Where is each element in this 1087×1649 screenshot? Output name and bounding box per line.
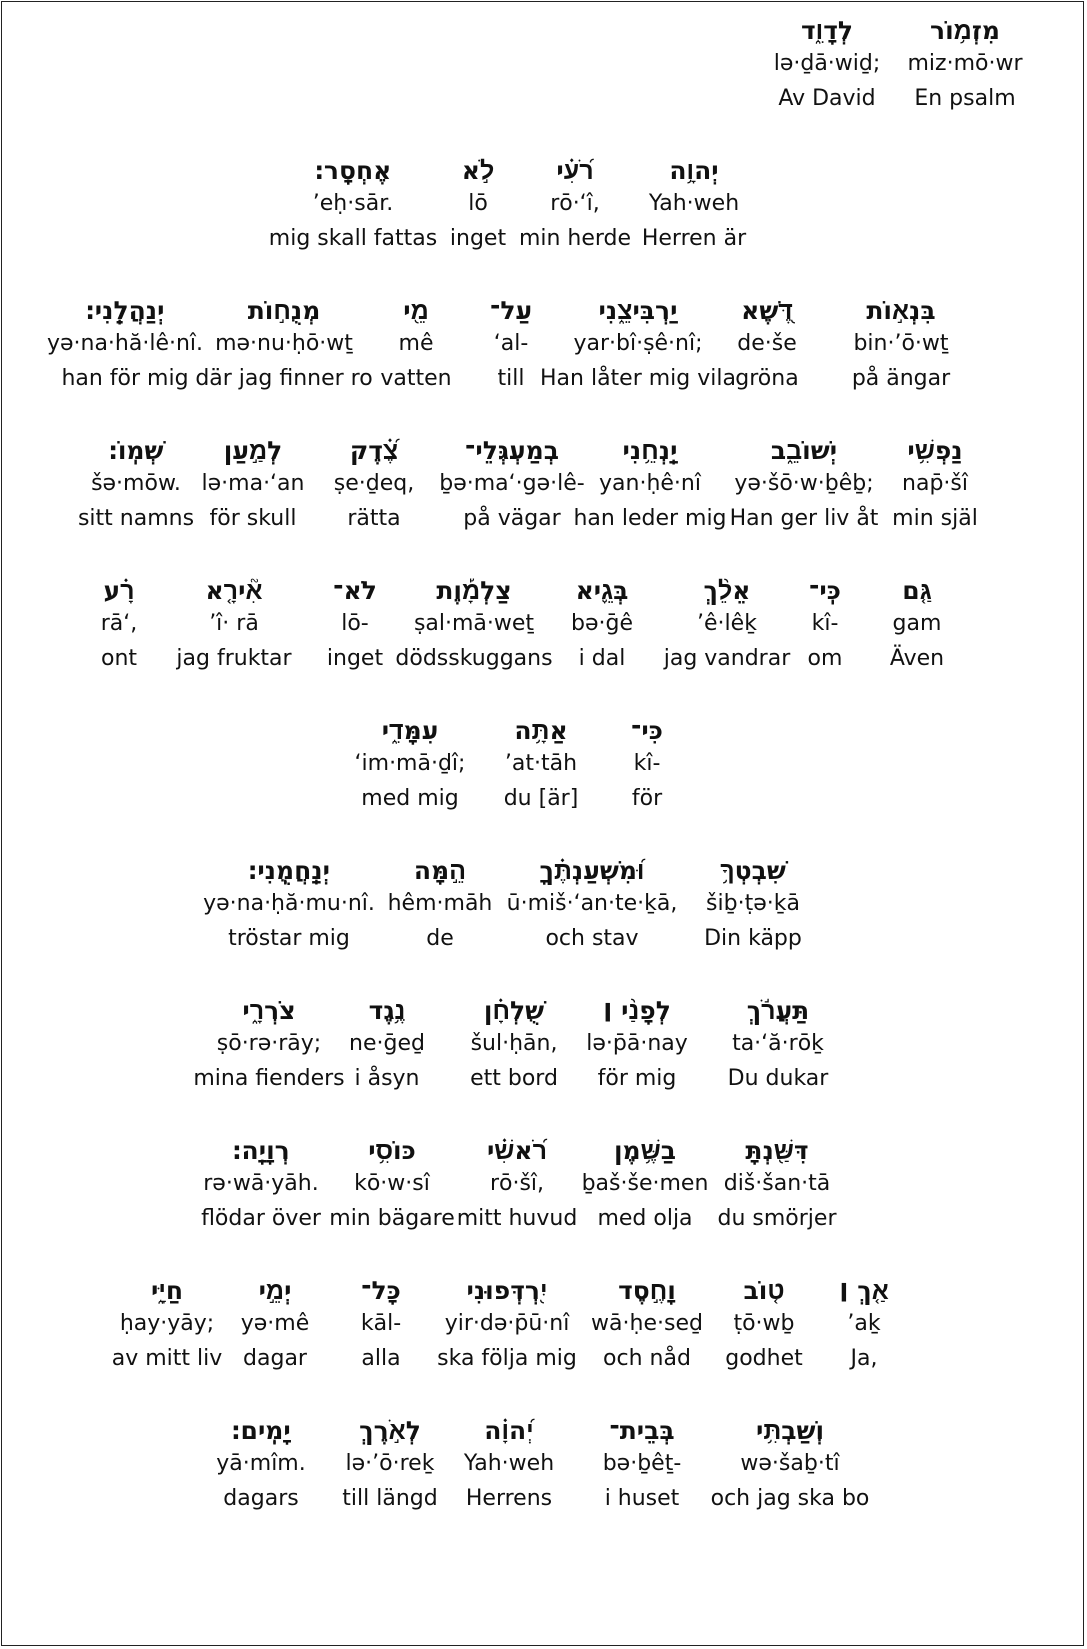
transliteration: kî-	[811, 611, 839, 636]
swedish-gloss: och nåd	[603, 1346, 691, 1371]
hebrew-word: מִזְמ֥וֹר	[930, 16, 1000, 45]
transliteration: bin·’ō·wṯ	[853, 331, 949, 356]
transliteration: šul·ḥān,	[470, 1031, 558, 1056]
swedish-gloss: flödar över	[201, 1206, 321, 1231]
swedish-gloss: de	[426, 926, 454, 951]
hebrew-word: הֵ֣מָּה	[413, 856, 467, 885]
swedish-gloss: på vägar	[463, 506, 561, 531]
hebrew-word: גַּ֤ם	[902, 576, 932, 605]
swedish-gloss: gröna	[735, 366, 799, 391]
hebrew-word: רָ֗ע	[103, 576, 135, 605]
interlinear-word	[57, 1276, 277, 1376]
hebrew-word: יִ֭רְדְּפוּנִי	[466, 1276, 548, 1305]
swedish-gloss: för mig	[597, 1066, 677, 1091]
swedish-gloss: där jag finner ro	[195, 366, 373, 391]
hebrew-word: מֵ֖י	[403, 296, 429, 325]
transliteration: bə·ḇêṯ-	[602, 1451, 682, 1476]
hebrew-word: אַתָּ֥ה	[514, 716, 568, 745]
swedish-gloss: tröstar mig	[228, 926, 350, 951]
swedish-gloss: dödsskuggans	[395, 646, 553, 671]
hebrew-word: לְמַ֣עַן	[223, 436, 283, 465]
hebrew-word: אַ֤ךְ ׀	[839, 1276, 889, 1305]
swedish-gloss: En psalm	[914, 86, 1016, 111]
transliteration: yir·də·p̄ū·nî	[444, 1311, 570, 1336]
transliteration: kō·w·sî	[354, 1171, 430, 1196]
swedish-gloss: min bägare	[329, 1206, 455, 1231]
transliteration: mə·nu·ḥō·wṯ	[215, 331, 353, 356]
transliteration: lə·’ō·reḵ	[345, 1451, 435, 1476]
swedish-gloss: du smörjer	[717, 1206, 837, 1231]
transliteration: hêm·māh	[387, 891, 493, 916]
swedish-gloss: med olja	[597, 1206, 693, 1231]
hebrew-word: שִׁבְטְךָ֥	[720, 856, 786, 885]
swedish-gloss: i åsyn	[354, 1066, 420, 1091]
swedish-gloss: av mitt liv	[111, 1346, 223, 1371]
hebrew-word: יְנַהֲלֵֽנִי׃	[85, 296, 165, 325]
transliteration: ’î· rā	[209, 611, 259, 636]
transliteration: ’ê·lêḵ	[697, 611, 757, 636]
hebrew-word: לְאֹ֣רֶךְ	[359, 1416, 421, 1445]
hebrew-word: עִמָּדִ֑י	[381, 716, 439, 745]
transliteration: ’at·tāh	[504, 751, 578, 776]
swedish-gloss: jag vandrar	[663, 646, 791, 671]
hebrew-word: שְׁמֽוֹ׃	[108, 436, 164, 465]
swedish-gloss: och stav	[545, 926, 639, 951]
transliteration: kāl-	[360, 1311, 402, 1336]
swedish-gloss: Han ger liv åt	[729, 506, 879, 531]
swedish-gloss: han för mig	[61, 366, 189, 391]
swedish-gloss: på ängar	[851, 366, 951, 391]
swedish-gloss: Din käpp	[704, 926, 802, 951]
transliteration: ne·ḡeḏ	[349, 1031, 425, 1056]
transliteration: šə·mōw.	[91, 471, 181, 496]
interlinear-word	[151, 1136, 371, 1236]
hebrew-word: בִּנְא֣וֹת	[866, 296, 936, 325]
hebrew-word: אִ֘ירָ֤א	[205, 576, 263, 605]
hebrew-word: יְנַֽחֲמֻֽנִי׃	[248, 856, 330, 885]
hebrew-word: יְ֝הוָ֗ה	[484, 1416, 534, 1445]
swedish-gloss: Han låter mig vila	[540, 366, 736, 391]
swedish-gloss: mig skall fattas	[268, 226, 438, 251]
interlinear-word	[9, 576, 229, 676]
hebrew-word: רֹ֝עִ֗י	[556, 156, 594, 185]
transliteration: de·še	[737, 331, 797, 356]
transliteration: ṭō·wḇ	[733, 1311, 795, 1336]
swedish-gloss: i huset	[604, 1486, 680, 1511]
hebrew-word: צֹרְרָ֑י	[242, 996, 296, 1025]
hebrew-word: דֶּ֭שֶׁא	[741, 296, 793, 325]
swedish-gloss: rätta	[347, 506, 401, 531]
transliteration: wə·šaḇ·tî	[740, 1451, 840, 1476]
transliteration: ‘al-	[493, 331, 529, 356]
hebrew-word: צֶ֝֗דֶק	[349, 436, 399, 465]
hebrew-word: נַפְשִׁ֥י	[907, 436, 963, 465]
hebrew-word: כּוֹסִ֥י	[368, 1136, 416, 1165]
transliteration: Yah·weh	[648, 191, 740, 216]
swedish-gloss: Även	[889, 646, 945, 671]
hebrew-word: וְשַׁבְתִּ֥י	[755, 1416, 825, 1445]
interlinear-word	[151, 1416, 371, 1516]
hebrew-word: רְוָיָֽה׃	[232, 1136, 290, 1165]
transliteration: bə·ḡê	[571, 611, 633, 636]
transliteration: yə·mê	[240, 1311, 310, 1336]
swedish-gloss: jag fruktar	[176, 646, 292, 671]
hebrew-word: כִּֽי־	[809, 576, 841, 605]
swedish-gloss: ett bord	[470, 1066, 558, 1091]
hebrew-word: וּ֝מִשְׁעַנְתֶּ֗ךָ	[539, 856, 645, 885]
swedish-gloss: inget	[326, 646, 384, 671]
hebrew-word: צַלְמָ֡וֶת	[436, 576, 512, 605]
transliteration: ’eḥ·sār.	[312, 191, 394, 216]
transliteration: Yah·weh	[463, 1451, 555, 1476]
transliteration: ḥay·yāy;	[119, 1311, 215, 1336]
swedish-gloss: sitt namns	[77, 506, 195, 531]
swedish-gloss: vatten	[380, 366, 452, 391]
hebrew-word: יְהוָ֥ה	[669, 156, 719, 185]
transliteration: miz·mō·wr	[907, 51, 1023, 76]
hebrew-word: נֶ֥גֶד	[368, 996, 406, 1025]
swedish-gloss: inget	[449, 226, 507, 251]
transliteration: ḇaš·še·men	[581, 1171, 709, 1196]
hebrew-word: בְמַעְגְּלֵי־	[465, 436, 559, 465]
hebrew-word: תַּעֲרֹ֬ךְ	[746, 996, 810, 1025]
transliteration: rō·‘î,	[550, 191, 600, 216]
interlinear-word	[179, 856, 399, 956]
hebrew-word: ט֤וֹב	[743, 1276, 785, 1305]
hebrew-word: שֻׁלְחָ֗ן	[483, 996, 545, 1025]
interlinear-word	[300, 716, 520, 816]
transliteration: šiḇ·ṭə·ḵā	[706, 891, 800, 916]
transliteration: ṣal·mā·weṯ	[413, 611, 535, 636]
swedish-gloss: godhet	[725, 1346, 803, 1371]
swedish-gloss: och jag ska bo	[710, 1486, 870, 1511]
swedish-gloss: dagars	[223, 1486, 299, 1511]
transliteration: lə·ḏā·wiḏ;	[773, 51, 881, 76]
swedish-gloss: du [är]	[503, 786, 579, 811]
hebrew-word: בַשֶּׁ֥מֶן	[613, 1136, 677, 1165]
transliteration: lō	[468, 191, 488, 216]
swedish-gloss: alla	[361, 1346, 401, 1371]
transliteration: yə·šō·w·ḇêḇ;	[734, 471, 874, 496]
interlinear-word	[15, 296, 235, 396]
transliteration: lō-	[341, 611, 369, 636]
hebrew-word: בְּבֵית־	[609, 1416, 675, 1445]
transliteration: gam	[892, 611, 942, 636]
hebrew-word: עַל־	[489, 296, 533, 325]
transliteration: ḇə·ma‘·gə·lê-	[439, 471, 585, 496]
swedish-gloss: med mig	[361, 786, 459, 811]
hebrew-word: דִּשַּׁ֖נְתָּ	[745, 1136, 809, 1165]
transliteration: rə·wā·yāh.	[203, 1171, 319, 1196]
swedish-gloss: ska följa mig	[437, 1346, 577, 1371]
interlinear-word	[26, 436, 246, 536]
hebrew-word: כִּי־	[631, 716, 663, 745]
transliteration: nap̄·šî	[902, 471, 968, 496]
hebrew-word: יְמֵ֣י	[258, 1276, 292, 1305]
hebrew-word: לְפָנַ֨י ׀	[603, 996, 671, 1025]
hebrew-word: לְדָוִ֑ד	[800, 16, 854, 45]
swedish-gloss: mina fienders	[193, 1066, 345, 1091]
psalm-page	[1, 1, 1084, 1646]
swedish-gloss: dagar	[243, 1346, 307, 1371]
swedish-gloss: Du dukar	[727, 1066, 829, 1091]
transliteration: yan·ḥê·nî	[599, 471, 701, 496]
interlinear-word	[159, 996, 379, 1096]
transliteration: kî-	[633, 751, 661, 776]
transliteration: diš·šan·tā	[723, 1171, 831, 1196]
swedish-gloss: i dal	[578, 646, 626, 671]
hebrew-word: יַֽנְחֵ֥נִי	[622, 436, 678, 465]
hebrew-word: רֹ֝אשִׁ֗י	[486, 1136, 548, 1165]
hebrew-word: לֹ֣א	[461, 156, 495, 185]
hebrew-word: אֶחְסָֽר׃	[314, 156, 392, 185]
swedish-gloss: Av David	[778, 86, 876, 111]
swedish-gloss: Herren är	[641, 226, 747, 251]
transliteration: yā·mîm.	[216, 1451, 306, 1476]
transliteration: yə·na·hă·lê·nî.	[46, 331, 204, 356]
transliteration: ‘im·mā·ḏî;	[354, 751, 466, 776]
transliteration: ū·miš·‘an·te·ḵā,	[506, 891, 678, 916]
swedish-gloss: ont	[100, 646, 138, 671]
swedish-gloss: om	[807, 646, 843, 671]
hebrew-word: כָּל־	[361, 1276, 401, 1305]
swedish-gloss: Herrens	[465, 1486, 553, 1511]
hebrew-word: אֵלֵ֨ךְ	[703, 576, 751, 605]
transliteration: mê	[398, 331, 434, 356]
hebrew-word: וָחֶ֣סֶד	[618, 1276, 676, 1305]
swedish-gloss: min herde	[518, 226, 632, 251]
transliteration: wā·ḥe·seḏ	[591, 1311, 703, 1336]
swedish-gloss: han leder mig	[573, 506, 727, 531]
hebrew-word: לֹא־	[333, 576, 377, 605]
swedish-gloss: Ja,	[850, 1346, 878, 1371]
interlinear-word	[243, 156, 463, 256]
transliteration: rā‘,	[100, 611, 138, 636]
transliteration: ’aḵ	[847, 1311, 881, 1336]
transliteration: rō·šî,	[489, 1171, 545, 1196]
swedish-gloss: mitt huvud	[456, 1206, 578, 1231]
hebrew-word: בְּגֵ֪יא	[575, 576, 629, 605]
swedish-gloss: för	[631, 786, 663, 811]
transliteration: lə·ma·‘an	[201, 471, 305, 496]
hebrew-word: יַרְבִּיצֵ֑נִי	[598, 296, 678, 325]
swedish-gloss: till längd	[342, 1486, 438, 1511]
swedish-gloss: min själ	[892, 506, 978, 531]
hebrew-word: יְשׁוֹבֵ֑ב	[770, 436, 838, 465]
transliteration: lə·p̄ā·nay	[586, 1031, 688, 1056]
swedish-gloss: till	[497, 366, 525, 391]
transliteration: ṣe·ḏeq,	[333, 471, 415, 496]
transliteration: ṣō·rə·rāy;	[216, 1031, 322, 1056]
transliteration: yar·bî·ṣê·nî;	[573, 331, 703, 356]
hebrew-word: יָמִֽים׃	[231, 1416, 291, 1445]
hebrew-word: חַיָּ֑י	[150, 1276, 184, 1305]
hebrew-word: מְנֻח֣וֹת	[247, 296, 321, 325]
transliteration: ta·‘ă·rōḵ	[732, 1031, 824, 1056]
swedish-gloss: för skull	[209, 506, 297, 531]
interlinear-word	[717, 16, 937, 116]
transliteration: yə·na·ḥă·mu·nî.	[203, 891, 375, 916]
